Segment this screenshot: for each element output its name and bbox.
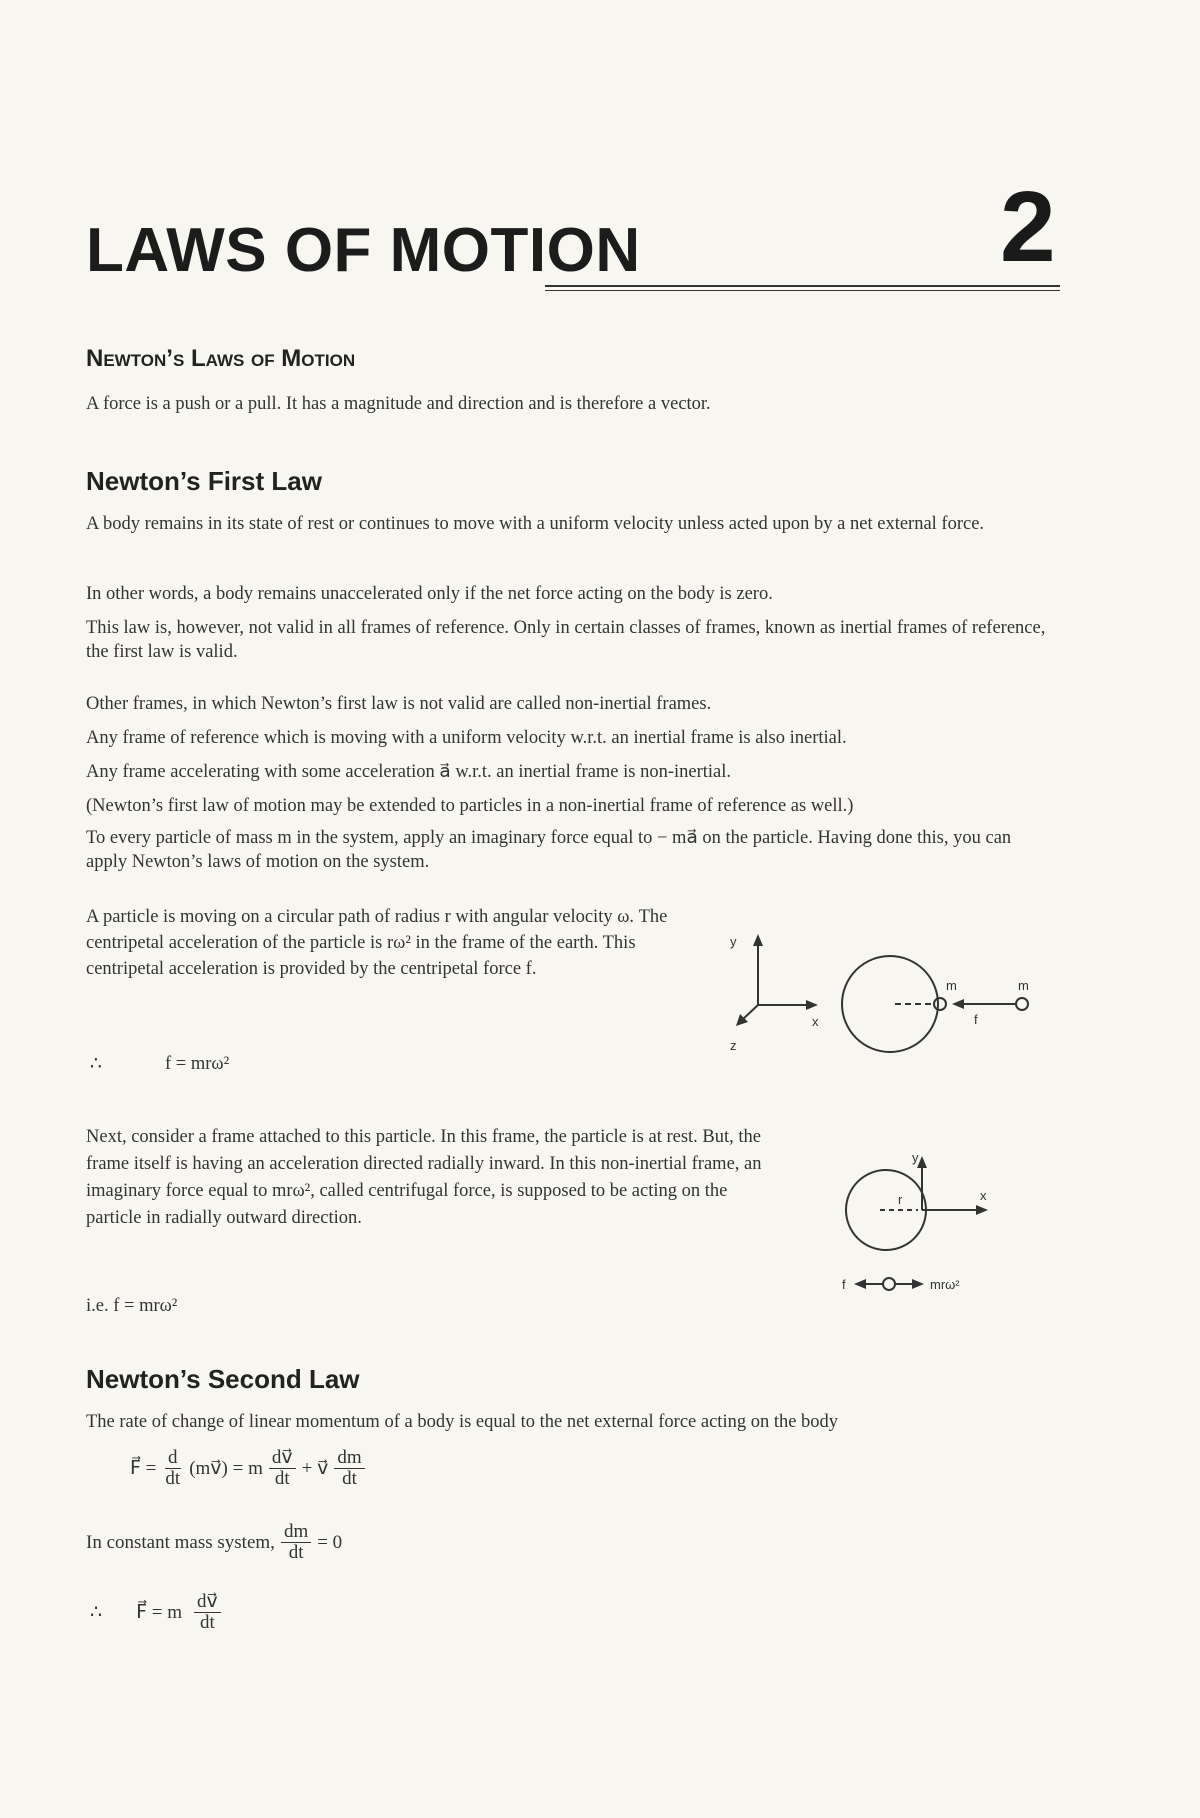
eq-plus-v-term: + v⃗ <box>301 1458 329 1479</box>
particle-free <box>1016 998 1028 1010</box>
fig1-mass-label-2: m <box>1018 978 1029 993</box>
final-dv-dt-fraction <box>194 1592 221 1633</box>
particle-on-path <box>934 998 946 1010</box>
therefore-symbol: ∴ <box>90 1054 102 1074</box>
constant-mass-equation <box>86 1522 342 1563</box>
final-dt-den: dt <box>200 1612 215 1633</box>
fig2-circular-path <box>846 1170 926 1250</box>
eq-F-lhs: F⃗ = <box>130 1458 157 1479</box>
fig1-axis-y: y <box>730 934 737 949</box>
centripetal-equation: f = mrω² <box>165 1054 230 1074</box>
const-equals-zero: = 0 <box>317 1531 343 1553</box>
chapter-title: LAWS OF MOTION <box>86 216 641 285</box>
chapter-title-rule <box>545 285 1060 291</box>
eq-dt-den-2: dt <box>274 1468 290 1489</box>
section-intro: A force is a push or a pull. It has a magnitude and direction and is therefore a vector. <box>86 394 711 414</box>
first-law-p10: Next, consider a frame attached to this particle. In this frame, the particle is at rest. But, the frame itself is having an acceleration directed radially inward. In this non-inertial frame, an imaginary force equal to mrω², called centrifugal force, is supposed to be acting on the particle in radially outward direction. <box>86 1127 762 1228</box>
fig2-radius-label: r <box>898 1192 903 1207</box>
first-law-p7: (Newton’s first law of motion may be extended to particles in a non-inertial frame of reference as well.) <box>86 796 854 816</box>
eq-dt-den-3: dt <box>342 1468 357 1489</box>
eq-mv-term: (mv⃗) = m <box>189 1458 263 1479</box>
centrifugal-force-figure <box>840 1148 1010 1308</box>
fig2-force-right-arrowhead <box>912 1279 924 1289</box>
y-axis-arrowhead <box>753 934 763 946</box>
const-dm-dt-fraction <box>281 1522 311 1563</box>
final-F-lhs: F⃗ = m <box>136 1602 183 1623</box>
const-dt-den: dt <box>288 1542 304 1563</box>
second-law-equation <box>130 1448 367 1489</box>
force-arrowhead <box>952 999 964 1009</box>
first-law-heading: Newton’s First Law <box>86 466 322 496</box>
first-law-p2: In other words, a body remains unaccelerated only if the net force acting on the body is zero. <box>86 584 773 604</box>
section-heading: Newton’s Laws of Motion <box>86 345 356 372</box>
fig1-force-label: f <box>974 1012 978 1027</box>
first-law-p8: To every particle of mass m in the system, apply an imaginary force equal to − ma⃗ on the particle. Having done this, you can apply Newton’s laws of motion on the system. <box>86 828 1012 872</box>
second-law-heading: Newton’s Second Law <box>86 1364 360 1394</box>
eq-dm-num: dm <box>334 1448 364 1469</box>
fig2-force-left-arrowhead <box>854 1279 866 1289</box>
centrifugal-equation: i.e. f = mrω² <box>86 1296 178 1316</box>
const-dm-num: dm <box>281 1522 311 1543</box>
fig2-force-right: mrω² <box>930 1277 960 1292</box>
eq-dm-dt-fraction <box>334 1448 364 1489</box>
eq-d-num: d <box>165 1448 181 1469</box>
fig1-axis-x: x <box>812 1014 819 1029</box>
final-therefore: ∴ <box>90 1602 103 1623</box>
second-law-p1: The rate of change of linear momentum of a body is equal to the net external force acting on the body <box>86 1412 839 1432</box>
eq-dt-den-1: dt <box>165 1468 181 1489</box>
eq-dv-num: dv⃗ <box>269 1448 296 1469</box>
fig2-x-arrowhead <box>976 1205 988 1215</box>
fig2-particle <box>883 1278 895 1290</box>
eq-d-dt-fraction <box>162 1448 183 1489</box>
fig1-axis-z: z <box>730 1038 737 1053</box>
final-force-equation <box>90 1592 223 1633</box>
fig2-y-arrowhead <box>917 1156 927 1168</box>
z-axis-line <box>742 1005 758 1020</box>
constant-mass-text: In constant mass system, <box>86 1531 275 1553</box>
circular-path <box>842 956 938 1052</box>
first-law-p4: Other frames, in which Newton’s first law is not valid are called non-inertial frames. <box>86 694 712 714</box>
centripetal-force-figure <box>700 920 1070 1070</box>
chapter-number: 2 <box>1000 171 1056 283</box>
first-law-p9: A particle is moving on a circular path of radius r with angular velocity ω. The centripetal acceleration of the particle is rω² in the frame of the earth. This centripetal acceleration is provided by the centripetal force f. <box>86 907 668 979</box>
first-law-p1: A body remains in its state of rest or continues to move with a uniform velocity unless acted upon by a net external force. <box>86 514 985 534</box>
fig2-axis-x: x <box>980 1188 987 1203</box>
fig1-mass-label-1: m <box>946 978 957 993</box>
fig2-axis-y: y <box>912 1150 919 1165</box>
first-law-p3: This law is, however, not valid in all frames of reference. Only in certain classes of frames, known as inertial frames of reference, the first law is valid. <box>86 618 1046 662</box>
first-law-p6: Any frame accelerating with some acceleration a⃗ w.r.t. an inertial frame is non-inertial. <box>86 762 732 782</box>
final-dv-num: dv⃗ <box>194 1592 221 1613</box>
fig2-force-left: f <box>842 1277 846 1292</box>
first-law-p5: Any frame of reference which is moving with a uniform velocity w.r.t. an inertial frame is also inertial. <box>86 728 847 748</box>
eq-dv-dt-fraction <box>269 1448 296 1489</box>
x-axis-arrowhead <box>806 1000 818 1010</box>
